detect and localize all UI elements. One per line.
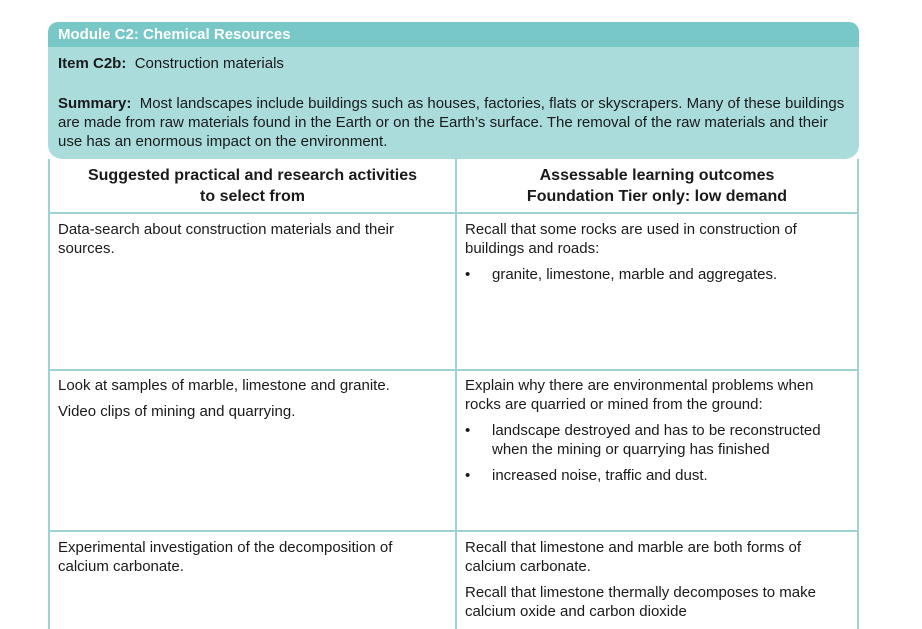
module-title-bar (48, 22, 859, 47)
activity-text: Video clips of mining and quarrying. (58, 403, 296, 420)
bullet-icon: • (465, 266, 471, 283)
outcome-bullet (465, 421, 853, 459)
row-3-activities (58, 538, 443, 583)
summary-text: Most landscapes include buildings such as houses, factories, flats or skyscrapers. Many of these buildings are made from raw materials found in the Earth or on the Earth’s surface. The removal of the raw materials and their use has an enormous impact on the environment. (58, 95, 845, 150)
row-1-activities (58, 220, 443, 265)
header-outcomes-line1: Assessable learning outcomes (539, 167, 775, 184)
item-line (58, 55, 849, 73)
header-outcomes-line2: Foundation Tier only: low demand (526, 188, 788, 205)
header-outcomes (457, 165, 857, 207)
outcome-intro: Explain why there are environmental problems when rocks are quarried or mined from the ground: (465, 377, 814, 413)
bullet-icon: • (465, 467, 471, 484)
summary-line (58, 94, 849, 151)
header-activities-line1: Suggested practical and research activities (87, 167, 418, 184)
header-activities-line2: to select from (200, 188, 305, 205)
row-1-outcomes (465, 220, 850, 291)
outcome-bullet (465, 466, 853, 485)
outcome-bullet-text: granite, limestone, marble and aggregates. (492, 266, 778, 283)
bullet-icon: • (465, 422, 471, 439)
outcome-bullet-list (465, 265, 850, 284)
outcome-bullet-text: increased noise, traffic and dust. (492, 467, 708, 484)
activity-text: Look at samples of marble, limestone and granite. (58, 377, 390, 394)
outcome-bullet-text: landscape destroyed and has to be reconstructed when the mining or quarrying has finished (492, 422, 821, 458)
summary-box (48, 47, 859, 159)
outcome-intro: Recall that limestone and marble are both forms of calcium carbonate. (465, 539, 801, 575)
row-divider (50, 212, 857, 214)
activity-text: Data-search about construction materials and their sources. (58, 221, 395, 257)
header-activities (50, 165, 455, 207)
outcome-bullet (465, 265, 850, 284)
row-2-outcomes (465, 376, 853, 492)
item-text: Construction materials (134, 55, 284, 72)
summary-label: Summary: (58, 95, 132, 112)
row-divider (50, 530, 857, 532)
column-divider (455, 159, 457, 629)
outcome-extra: Recall that limestone thermally decomposes to make calcium oxide and carbon dioxide (465, 584, 816, 620)
module-title: Module C2: Chemical Resources (58, 26, 291, 43)
row-divider (50, 369, 857, 371)
outcome-intro: Recall that some rocks are used in construction of buildings and roads: (465, 221, 797, 257)
row-3-outcomes (465, 538, 853, 628)
outcomes-table (48, 159, 859, 629)
item-label: Item C2b: (58, 55, 127, 72)
activity-text: Experimental investigation of the decomposition of calcium carbonate. (58, 539, 393, 575)
outcome-bullet-list (465, 421, 853, 485)
row-2-activities (58, 376, 443, 428)
